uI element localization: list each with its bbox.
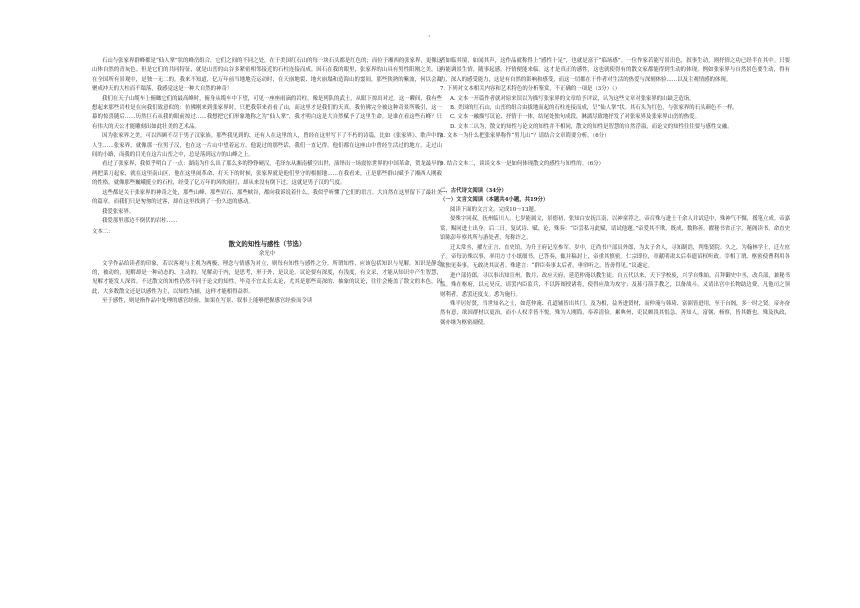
section-2-subheading: （一）文言文阅读（本题共4小题，共19分） (440, 197, 549, 204)
text1-paragraph: 我爱那里那边不倒伏的岩柱…… (102, 217, 178, 224)
text2-continuation: 者如临其境，如闻其声，这作品就称得上“感性十足”，也就是富于“临场感”。一位作家若能写景出色，叙事生动，则抒情之功已经半在其中。只要再能调景生情，随事起感，抒情便能来临。这才是真正的感性，这也就使得有的散文家都能得到生动的体现。例如张家界与自然景色要生动，得有力，深入的感受能力，这是有自然的影响和感受，而这一切都在于作者对生活的热爱与深刻体验……以及主观情感的体现。 (440, 58, 790, 83)
text2-label: 文本二： (92, 229, 114, 236)
classical-paragraph: 迁太常丞，擢左正言、直史馆，为升王府记室参军。岁中，迁尚书户部员外郎，为太子舍人，寻知制诰，判集贤院。久之，为翰林学士，迁左庶子。帝每访殊以事，率用方寸小纸细书，已答奏，辄并稿封上，帝重其慎密。仁宗即位，章献明肃太后奉遗诏权听政。宰相丁谓、枢密使曹利用各欲独见奏事，无敢决其议者。殊建言：“群臣奏事太后者，垂帘听之，皆毋得见。”议遂定。 (440, 244, 790, 270)
article-title: 散文的知性与感性（节选） (228, 239, 306, 248)
question-8: 8. 文本一为什么把张家界称作“男儿山”？请结合文章简要分析。（6分） (440, 133, 610, 140)
text1-paragraph: 这些都是关于张家界的神奇之处，那些山峰、那些岩石、那些峡谷，都向我诉说着什么，我似乎听懂了它们的语言。大自然在这里留下了最壮美的篇章，而我们只是匆匆的过客，却在这里找到了一份久违的感动。 (92, 189, 442, 206)
question-9: 9. 结合文本二，谈谈文本一是如何体现散文的感性与知性的。（6分） (440, 160, 604, 167)
option-b: B. 美国的红石山，山峦的组合由拔地而起的石柱连接而成，呈“仙人掌”状。其石头为红色，与张家界的石头颜色不一样。 (450, 105, 738, 112)
answer-space (440, 169, 790, 187)
option-a: A. 文本一开篇作者就对原来误以为描写张家界的文章给予评议，认为这些文章对张家界的山缺乏造诣。 (450, 95, 695, 102)
article-author: 余光中 (258, 251, 276, 258)
section-2-heading: 二、古代诗文阅读（34分） (440, 188, 507, 195)
text1-paragraph: 看过了张家界，我似乎明白了一点：湖南为什么出了那么多的铮铮硬汉，毛泽东从湘南横空出世，演绎出一场震惊世界的中国革命，贺龙最早的两把菜刀起家，就在这里南山区，他在这里闹革命、打天下的时候，张家界就是他们坚守的根据地……在我看来，正是那些群山赋予了湘西人刚毅的性格。就像那些巍峨挺立的石柱，经受了亿万年的风吹雨打，却从来没有倒下过，这就是男子汉的气度。 (92, 161, 442, 187)
page-mark: · (428, 32, 431, 41)
text1-paragraph: 因为张家界之美，可以四顾不尽于男子汉家族。那些我见到的、还有人在这里的人，曾经在这里写下了不朽的诗篇，比如《张家界》、歌声中的人生……张家界，就像那一位男子汉，也在这一片山中望着远方，他说过的那些话，我们一直记得。他们都在这座山中曾经生活过的地方，走过山间的小路，而我的目光在这片山峦之中，总是落到远方的山峰之上。 (92, 133, 442, 159)
option-d: D. 文本二认为，散文的知性与论文的知性并不相同，散文的知性是智慧的自然浮溢，而论文的知性往往要与感性交融。 (450, 123, 733, 130)
text1-paragraph: 我们在天子山缆车上俯瞰它们的最高峰时，俯身从缆车中下望，可见一座座雨滴的岩柱，像是列队的武士，从眼下掠出对过。这一瞬间，我有些想起来那些岩柱是在向我们致意似的：仿佛刚来到张家界时，只把我带来看看了山，而这里才是我们的天真。我仿佛完全被这种奇景所吸引，这一幕的惊喜随后……历然巨石从我的眼前掠过……我想把它们形象地称之为“仙人掌”，我才明白这是大自然赋予了这里生命。是谁在看这些石峰？只有伟大的天公才能雕刻出如此壮美的艺术品。 (92, 95, 442, 130)
classical-paragraph: 殊平居好贤，当世知名之士，如范仲淹、孔道辅皆出其门。及为相，益务进贤材，而仲淹与韩琦、富弼皆进用，至于台阁，多一时之贤。帝亦奋然有意，欲因群材以更治，而小人权幸皆不悦。殊为人刚简，奉养清俭。累典州，吏民颇畏其悁急。善知人，富弼、杨察，皆其婿也。殊及执政，弼亦继为枢密副使。 (440, 300, 790, 326)
classical-paragraph: 晏殊字同叔，抚州临川人。七岁能属文，景德初，张知白安抚江南，以神童荐之。帝召殊与进士千余人并试廷中，殊神气不慑，援笔立成。帝嘉赏，赐同进士出身。后二日，复试诗、赋、论，殊奏：“臣尝私习此赋，请试他题。”帝爱其不欺，既成，数称善。擢秘书省正字，秘阁读书。命直史馆陈彭年察其所与游处者，每称许之。 (440, 216, 790, 242)
text2-paragraph: 文学作品给读者的印象，若以客观与主观为两极，理念与情感为对立，则每有知性与感性之分。所谓知性，应该包括知识与见解。知识是静态的，被动的，见解却是一种动态的、主动的。见解动于内，是思考，形于外，是议论。议论要有深度，有浅度，有文采，才能从知识中产生智慧，见解才能发人深省。不过散文的知性仍然不同于论文的知性，毕竟不宜太长太论，尤其是那些高深的、抽象的议论，往往会掩盖了散文的本色，因此，大多数散文还是以感性为主，以知性为辅，这样才能相得益彰。 (92, 260, 442, 295)
text1-paragraph: 我爱张家界。 (102, 208, 135, 215)
left-column (92, 57, 442, 587)
right-column (440, 57, 790, 587)
answer-space (440, 142, 790, 160)
text2-paragraph: 至于感性，则是指作品中处理的感官经验，如果在写景、叙事上能够把握感官经验而令读 (102, 298, 313, 305)
classical-paragraph: 进户部侍郎，寻以事出知宣州。数月，改应天府，延范仲淹以教生徒。自五代以来，天下学校废，兴学自殊始。召拜御史中丞，改兵部，兼秘书监。殊在枢府，以元昊反，请罢内臣监兵，不以阵图授诸将，使得应敌为攻守；及募弓箭手教之，以备战斗。又请出宫中长物助边费，凡他司之领财利者，悉罢还度支。悉为施行。 (440, 272, 790, 298)
section-2-instruction: 阅读下面的文言文，完成10～13题。 (450, 206, 540, 213)
option-c: C. 文本一融描写议论、抒情于一体，结尾处独句成段，淋漓尽致地抒发了对张家界及张家界山峦的热爱。 (450, 114, 700, 121)
question-7: 7. 下列对文本相关内容和艺术特色的分析鉴赏，不正确的一项是（3分）（） (440, 86, 621, 93)
text1-paragraph: 石山与张家界群峰都是“仙人掌”状的峰峦组合，它们之间的不同之处，在于美国红石山的每一块石头都是红色的；而位于湘西的张家界，更像这山体自然的青灰色。但是它们的共同特征，就是山峦的山谷多紧密相邻接近的石柱连接而成。因石在我的眼里，张家界的山具有男性阳刚之美，这在全国所有景观中，是独一无二的。我来不知道，亿万年前当地地壳运动时，在天崩地裂、地火崩塌和造海山的霎间，那些狭熟的紫波，何以会凝聚成冲天的大柱而不塌落，我感觉这是一种大自然的神奇！ (92, 58, 442, 93)
